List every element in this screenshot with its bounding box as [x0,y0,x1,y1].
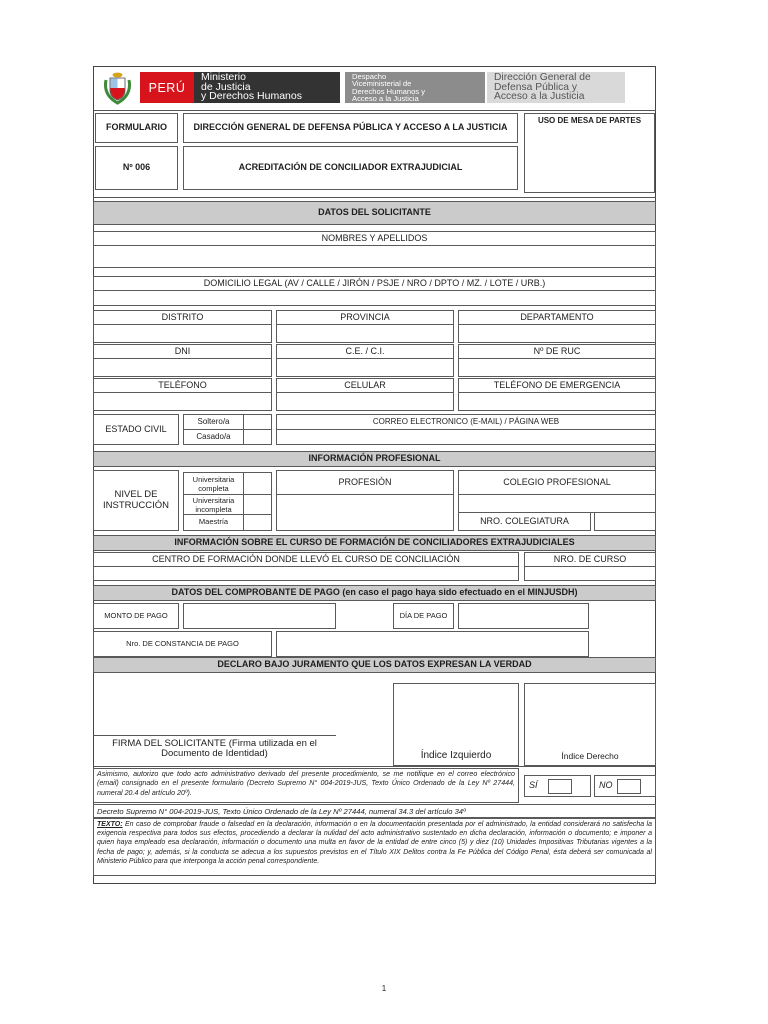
form-title: ACREDITACIÓN DE CONCILIADOR EXTRAJUDICIAL [183,146,518,190]
dia-pago-label: DÍA DE PAGO [393,603,454,629]
curso-heading: INFORMACIÓN SOBRE EL CURSO DE FORMACIÓN DE CONCILIADORES EXTRAJUDICIALES [93,535,656,551]
mesa-de-partes-box: USO DE MESA DE PARTES [524,113,655,193]
domicilio-field [93,290,656,306]
section-divider [93,766,656,767]
colegiatura-label: NRO. COLEGIATURA [458,512,591,531]
nro-curso-field [524,566,656,581]
no-option-box [594,775,656,797]
estado-civil-label: ESTADO CIVIL [93,414,179,445]
despacho-line: Derechos Humanos y [352,86,426,96]
casado-checkbox [243,429,272,445]
soltero-checkbox [243,414,272,430]
colegio-field [458,494,656,513]
direccion-line: Acceso a la Justicia [494,91,585,103]
ministerio-brand-block [194,72,340,103]
autorizacion-notificacion-text: Asimismo, autorizo que todo acto administrativo derivado del presente procedimiento, se me notifique en el correo electrónico (email) consignado en el presente formulario (Decreto Supremo N° 004-2019-JUS, Texto Único Ordenado de la Ley Nº 27444, numeral 20.4 del artículo 20º). [93,768,519,803]
maestria-label: Maestría [183,514,244,531]
colegio-label: COLEGIO PROFESIONAL [458,470,656,495]
direccion-line: Dirección General de [494,72,591,84]
despacho-line: Acceso a la Justicia [352,93,419,103]
telefono-emergencia-field [458,392,656,411]
header-divider [93,110,656,111]
indice-derecho-box [524,683,656,766]
correo-field [276,429,656,445]
pago-heading: DATOS DEL COMPROBANTE DE PAGO (en caso el pago haya sido efectuado en el MINJUSDH) [93,585,656,601]
ce-label: C.E. / C.I. [276,344,454,359]
signature-line [93,735,336,736]
telefono-emergencia-label: TELÉFONO DE EMERGENCIA [458,378,656,393]
despacho-brand-block [345,72,485,103]
centro-formacion-field [93,566,519,581]
correo-label: CORREO ELECTRONICO (E-MAIL) / PÁGINA WEB [276,414,656,430]
texto-label: TEXTO: [97,821,123,828]
page-number: 1 [381,984,387,993]
nombres-label: NOMBRES Y APELLIDOS [93,231,656,246]
indice-izquierdo-box [393,683,519,766]
monto-pago-field [183,603,336,629]
universitaria-incompleta-label: Universitaria incompleta [183,494,244,515]
firma-label-line2: Documento de Identidad) [161,748,268,759]
entity-name: DIRECCIÓN GENERAL DE DEFENSA PÚBLICA Y ACCESO A LA JUSTICIA [183,113,518,143]
dni-field [93,358,272,377]
nivel-instruccion-label: NIVEL DE INSTRUCCIÓN [93,470,179,531]
direccion-line: Defensa Pública y [494,81,577,93]
ruc-field [458,358,656,377]
indice-izquierdo-label: Índice Izquierdo [420,750,492,761]
nro-curso-label: NRO. DE CURSO [524,552,656,567]
dni-label: DNI [93,344,272,359]
domicilio-label: DOMICILIO LEGAL (AV / CALLE / JIRÓN / PSJE / NRO / DPTO / MZ. / LOTE / URB.) [93,276,656,291]
section-divider [93,197,656,198]
si-option-box [524,775,591,797]
texto-content: En caso de comprobar fraude o falsedad en la declaración, información o en la documentación presentada por el administrado, la entidad considerará no satisfecha la exigencia respectiva para todos sus efectos, procediendo a declarar la nulidad del acto administrativo sustentado en dicha declaración, información o documento; e imponer a quien haya empleado esa declaración, información o documento una multa en favor de la entidad de entre cinco (5) y diez (10) Unidades Impositivas Tributarias vigentes a la fecha de pago; y, además, si la conducta se adecua a los supuestos previstos en el Título XIX Delitos contra la Fe Pública del Código Penal, ésta deberá ser comunicada al Ministerio Público para que interponga la acción penal correspondiente. [97,821,652,865]
distrito-field [93,324,272,343]
provincia-label: PROVINCIA [276,310,454,325]
ministerio-line: Ministerio [201,72,246,84]
ministerio-line: de Justicia [201,80,251,93]
nombres-field [93,245,656,268]
peru-coat-of-arms-icon [101,70,134,106]
profesion-field [276,494,454,531]
soltero-label: Soltero/a [183,414,244,430]
declaracion-heading: DECLARO BAJO JURAMENTO QUE LOS DATOS EXPRESAN LA VERDAD [93,657,656,673]
universitaria-completa-checkbox [243,472,272,495]
formulario-label: FORMULARIO [95,113,178,143]
telefono-label: TELÉFONO [93,378,272,393]
constancia-pago-field [276,631,589,657]
celular-field [276,392,454,411]
profesion-label: PROFESIÓN [276,470,454,495]
form-number: Nº 006 [95,146,178,190]
despacho-line: Despacho [352,72,387,81]
ce-field [276,358,454,377]
solicitante-heading: DATOS DEL SOLICITANTE [93,201,656,225]
provincia-field [276,324,454,343]
ruc-label: Nº DE RUC [458,344,656,359]
colegiatura-field [594,512,656,531]
monto-pago-label: MONTO DE PAGO [93,603,179,629]
firma-label-line1: FIRMA DEL SOLICITANTE (Firma utilizada en el [112,738,317,749]
si-label: SÍ [529,780,538,791]
peru-brand-block [140,72,194,103]
departamento-label: DEPARTAMENTO [458,310,656,325]
decreto-reference: Decreto Supremo N° 004-2019-JUS, Texto Único Ordenado de la Ley Nº 27444, numeral 34.3 del artículo 34º [93,804,656,818]
universitaria-incompleta-checkbox [243,494,272,515]
distrito-label: DISTRITO [93,310,272,325]
texto-legal-block [93,818,656,876]
profesional-heading: INFORMACIÓN PROFESIONAL [93,451,656,467]
maestria-checkbox [243,514,272,531]
telefono-field [93,392,272,411]
peru-label: PERÚ [148,80,186,95]
universitaria-completa-label: Universitaria completa [183,472,244,495]
casado-label: Casado/a [183,429,244,445]
centro-formacion-label: CENTRO DE FORMACIÓN DONDE LLEVÓ EL CURSO DE CONCILIACIÓN [93,552,519,567]
despacho-line: Viceministerial de [352,79,412,89]
direccion-brand-block [487,72,625,103]
ministerio-line: y Derechos Humanos [201,90,302,103]
constancia-pago-label: Nro. DE CONSTANCIA DE PAGO [93,631,272,657]
indice-derecho-label: Índice Derecho [561,750,619,761]
celular-label: CELULAR [276,378,454,393]
no-label: NO [599,780,613,791]
dia-pago-field [458,603,589,629]
no-checkbox [617,779,641,794]
si-checkbox [548,779,572,794]
departamento-field [458,324,656,343]
